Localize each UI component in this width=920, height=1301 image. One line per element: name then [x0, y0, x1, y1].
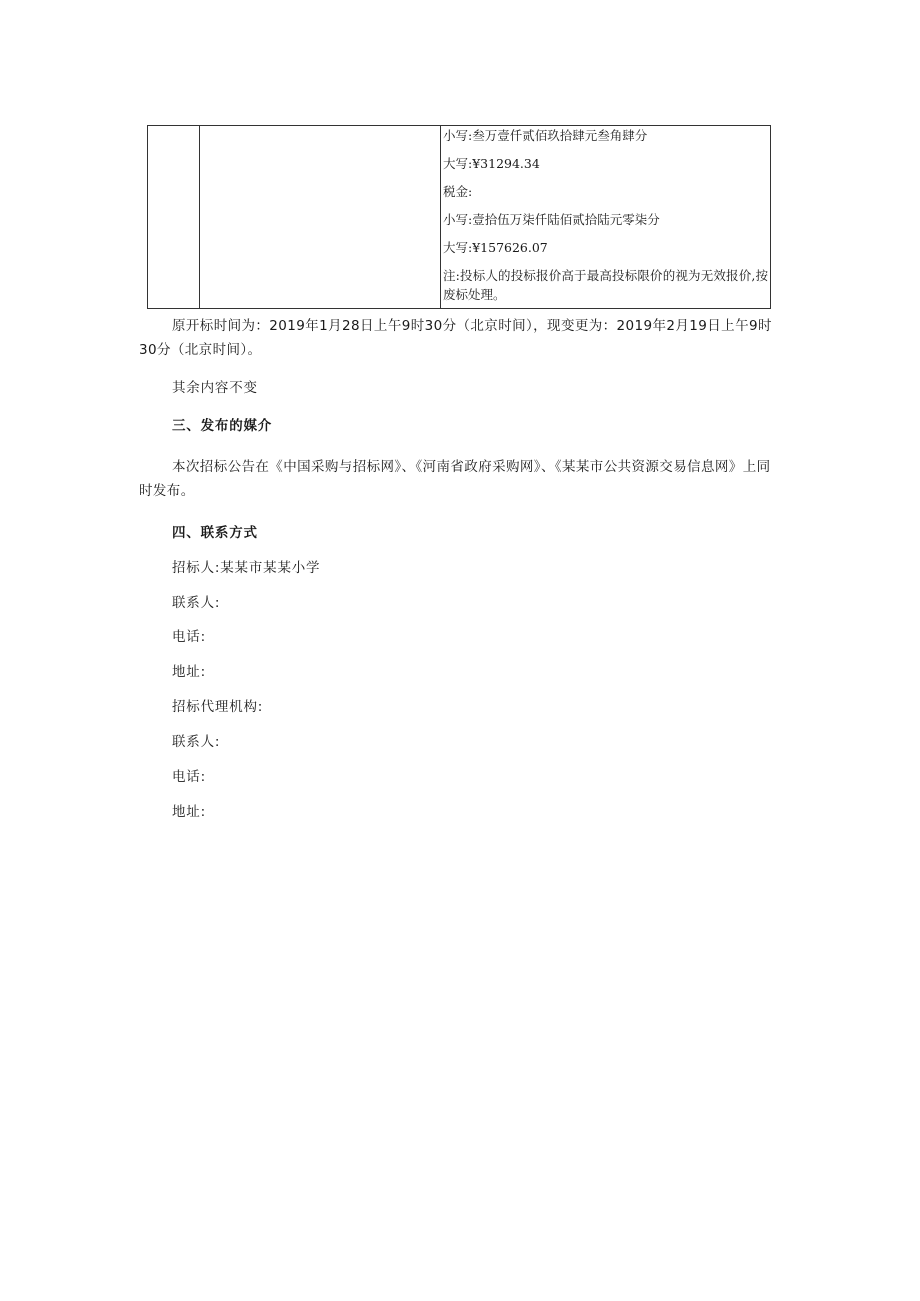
section-4-title: 四、联系方式	[172, 525, 258, 541]
table-cell-index	[148, 126, 200, 309]
price-uppercase-1: 大写:¥31294.34	[443, 156, 540, 171]
table-row	[148, 126, 771, 309]
price-uppercase-2: 大写:¥157626.07	[443, 240, 548, 255]
agency-line: 招标代理机构:	[172, 699, 264, 715]
price-lowercase-1: 小写:叁万壹仟贰佰玖拾肆元叁角肆分	[443, 128, 648, 143]
agency-phone-line: 电话:	[172, 769, 206, 785]
agency-contact-line: 联系人:	[172, 734, 221, 750]
tenderer-line: 招标人:某某市某某小学	[172, 560, 321, 576]
agency-address-line: 地址:	[172, 804, 206, 820]
section-3-paragraph: 本次招标公告在《中国采购与招标网》、《河南省政府采购网》、《某某市公共资源交易信息网》上同时发布。	[139, 459, 771, 499]
tenderer-contact-line: 联系人:	[172, 595, 221, 611]
tax-label: 税金:	[443, 184, 473, 199]
table-cell-item	[200, 126, 441, 309]
price-note: 注:投标人的投标报价高于最高投标限价的视为无效报价,按废标处理。	[443, 268, 768, 302]
tenderer-phone-line: 电话:	[172, 629, 206, 645]
time-change-paragraph: 原开标时间为：2019年1月28日上午9时30分（北京时间），现变更为：2019年2月19日上午9时30分（北京时间）。	[139, 318, 772, 358]
unchanged-text: 其余内容不变	[172, 380, 258, 396]
price-lowercase-2: 小写:壹拾伍万柒仟陆佰贰拾陆元零柒分	[443, 212, 660, 227]
tenderer-address-line: 地址:	[172, 664, 206, 680]
table-cell-price	[441, 126, 771, 309]
price-table	[147, 125, 771, 309]
section-3-title: 三、发布的媒介	[172, 418, 273, 434]
